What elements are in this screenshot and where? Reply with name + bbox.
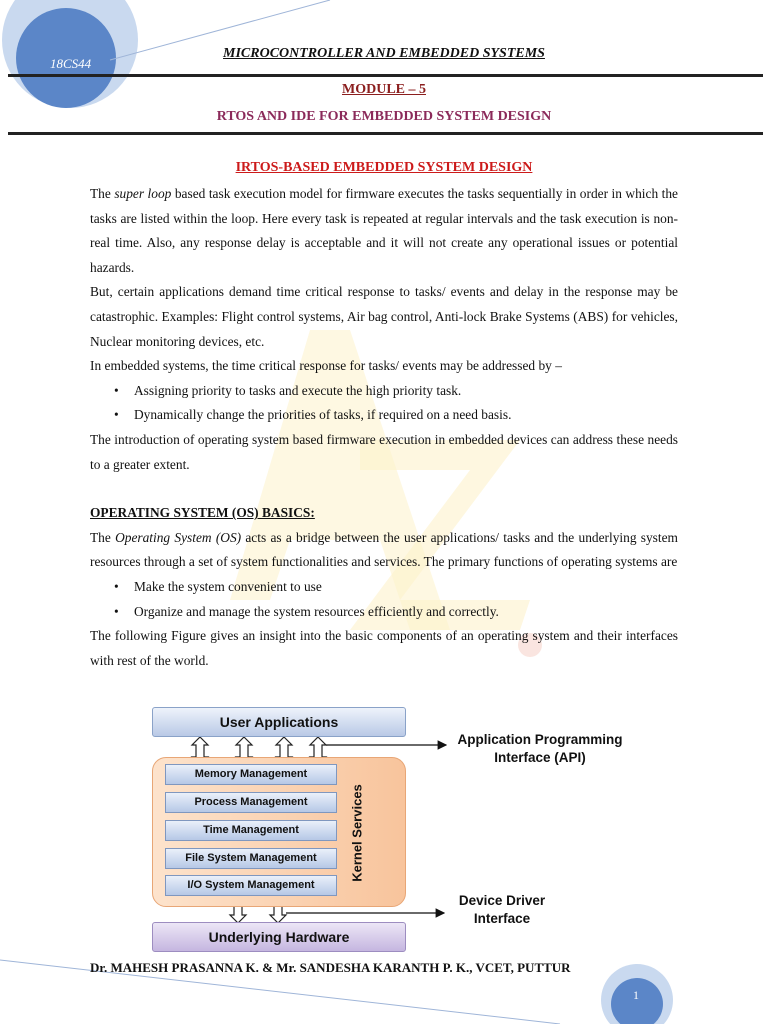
paragraph-addressed-by: In embedded systems, the time critical response for tasks/ events may be addressed by – <box>90 358 562 374</box>
priority-list <box>90 379 678 428</box>
os-basics-heading: OPERATING SYSTEM (OS) BASICS: <box>90 505 315 521</box>
list-item: • Organize and manage the system resources efficiently and correctly. <box>114 603 499 619</box>
kernel-services-box <box>152 757 406 907</box>
module-rule <box>8 132 763 135</box>
kernel-item: Time Management <box>165 820 337 841</box>
underlying-hardware-box: Underlying Hardware <box>152 922 406 952</box>
term-operating-system: Operating System (OS) <box>115 529 242 545</box>
paragraph-os-definition: The Operating System (OS) acts as a bridge between the user applications/ tasks and the underlying system resources through a set of system functionalities and services. The primary functions of operating systems are <box>90 529 678 570</box>
list-item: • Dynamically change the priorities of tasks, if required on a need basis. <box>114 407 512 423</box>
kernel-item: Process Management <box>165 792 337 813</box>
module-heading: MODULE – 5 <box>342 82 426 97</box>
list-item: • Make the system convenient to use <box>114 578 322 594</box>
kernel-item: File System Management <box>165 848 337 869</box>
body-text <box>90 182 678 673</box>
section-title: IRTOS-BASED EMBEDDED SYSTEM DESIGN <box>235 160 533 175</box>
paragraph-time-critical: But, certain applications demand time critical response to tasks/ events and delay in the response may be catastrophic. Examples: Flight control systems, Air bag control, Anti-lock Brake Systems (ABS) for vehicles, Nuclear monitoring devices, etc. <box>90 284 678 349</box>
paragraph-figure-intro: The following Figure gives an insight into the basic components of an operating system and their interfaces with rest of the world. <box>90 628 678 668</box>
paragraph-os-introduction: The introduction of operating system based firmware execution in embedded devices can address these needs to a greater extent. <box>90 431 678 472</box>
term-super-loop: super loop <box>114 186 172 201</box>
user-applications-box: User Applications <box>152 707 406 737</box>
subject-title: MICROCONTROLLER AND EMBEDDED SYSTEMS <box>223 46 545 61</box>
os-components-figure <box>150 705 650 955</box>
module-title: RTOS AND IDE FOR EMBEDDED SYSTEM DESIGN <box>216 109 552 124</box>
kernel-item: I/O System Management <box>165 875 337 896</box>
page-number: 1 <box>633 988 639 1002</box>
list-item: • Assigning priority to tasks and execute the high priority task. <box>114 382 462 398</box>
device-driver-interface-label: Device Driver Interface <box>458 893 546 926</box>
kernel-item: Memory Management <box>165 764 337 785</box>
os-functions-list <box>90 575 678 624</box>
kernel-services-label: Kernel Services <box>349 784 365 882</box>
header-rule <box>8 74 763 77</box>
api-label: Application Programming Interface (API) <box>457 732 623 765</box>
course-code: 18CS44 <box>50 56 92 71</box>
paragraph-super-loop: The super loop based task execution model for firmware executes the tasks sequentially in order in which the tasks are listed within the loop. Here every task is repeated at regular intervals and the task execution is non-real time. Also, any response delay is acceptable and it will not create any operational issues or potential hazards. <box>90 186 678 275</box>
footer-authors: Dr. MAHESH PRASANNA K. & Mr. SANDESHA KARANTH P. K., VCET, PUTTUR <box>90 960 571 975</box>
